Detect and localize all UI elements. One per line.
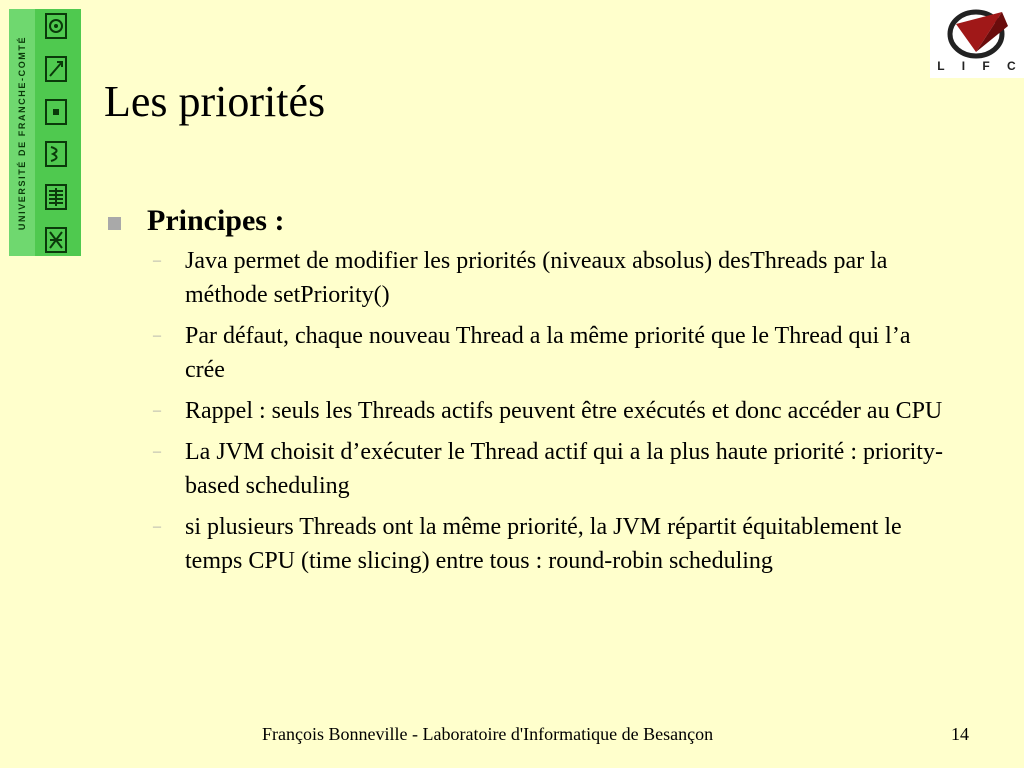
- page-number: 14: [951, 724, 969, 744]
- university-name: UNIVERSITÉ DE FRANCHE-COMTÉ: [17, 35, 27, 230]
- dash-bullet-icon: –: [153, 327, 161, 344]
- dash-bullet-icon: –: [153, 252, 161, 269]
- university-logo-strip: [9, 9, 81, 256]
- grid-icon: [45, 184, 67, 210]
- sub-bullet-text: si plusieurs Threads ont la même priorité, la JVM répartit équitablement le temps CPU (time slicing) entre tous : round-robin scheduling: [185, 514, 902, 574]
- main-bullet-text: Principes :: [147, 204, 285, 237]
- sub-bullet-item: [104, 319, 964, 387]
- square-bullet-icon: [108, 217, 121, 230]
- sub-bullet-text: Rappel : seuls les Threads actifs peuvent être exécutés et donc accéder au CPU: [185, 398, 943, 424]
- dot-square-icon: [45, 99, 67, 125]
- spiral-icon: [45, 13, 67, 39]
- lifc-logo: [930, 0, 1024, 78]
- dash-bullet-icon: –: [153, 518, 161, 535]
- sub-bullet-text: Par défaut, chaque nouveau Thread a la même priorité que le Thread qui l’a crée: [185, 323, 911, 383]
- maze-icon: [45, 227, 67, 253]
- dash-bullet-icon: –: [153, 402, 161, 419]
- sub-bullet-item: [104, 435, 964, 503]
- wave-icon: [45, 141, 67, 167]
- sub-bullet-item: [104, 510, 964, 578]
- lifc-emblem-icon: [942, 4, 1012, 60]
- sub-bullet-list: [104, 244, 964, 578]
- slide-content: [104, 204, 964, 585]
- university-name-column: [9, 9, 35, 256]
- main-bullet: [104, 204, 964, 238]
- lifc-logo-text: L I F C: [937, 59, 1023, 73]
- diagonal-icon: [45, 56, 67, 82]
- sub-bullet-text: La JVM choisit d’exécuter le Thread actif qui a la plus haute priorité : priority-based scheduling: [185, 439, 943, 499]
- university-icon-column: [45, 13, 71, 253]
- sub-bullet-text: Java permet de modifier les priorités (niveaux absolus) desThreads par la méthode setPriority(): [185, 248, 888, 308]
- slide-title: Les priorités: [104, 77, 326, 126]
- sub-bullet-item: [104, 244, 964, 312]
- dash-bullet-icon: –: [153, 443, 161, 460]
- footer-author: François Bonneville - Laboratoire d'Informatique de Besançon: [262, 724, 714, 744]
- sub-bullet-item: [104, 394, 964, 428]
